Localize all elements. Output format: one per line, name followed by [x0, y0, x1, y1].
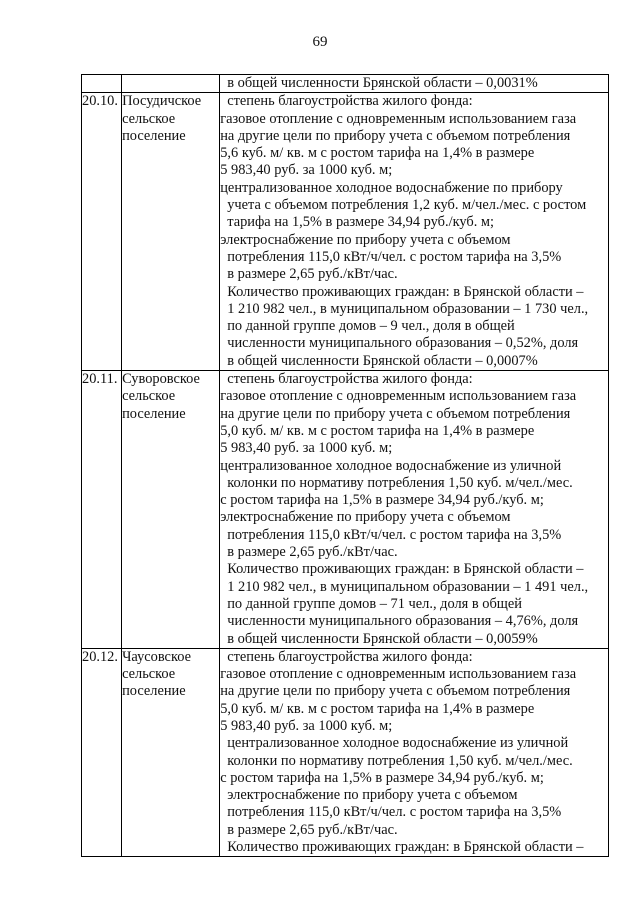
desc-line: с ростом тарифа на 1,5% в размере 34,94 руб./куб. м;	[220, 769, 544, 786]
desc-line: в общей численности Брянской области – 0,0059%	[227, 630, 538, 647]
settlement-name	[122, 371, 220, 649]
desc-line: степень благоустройства жилого фонда:	[227, 93, 473, 110]
desc-line: колонки по нормативу потребления 1,50 куб. м/чел./мес.	[227, 474, 573, 491]
name-line: сельское	[122, 666, 176, 683]
settlement-description	[220, 648, 609, 857]
settlements-table	[81, 74, 609, 857]
desc-line: на другие цели по прибору учета с объемом потребления	[220, 405, 571, 422]
desc-line: 5,6 куб. м/ кв. м с ростом тарифа на 1,4% в размере	[220, 145, 535, 162]
settlement-description	[220, 371, 609, 649]
desc-line: электроснабжение по прибору учета с объемом	[220, 509, 511, 526]
desc-line: учета с объемом потребления 1,2 куб. м/чел./мес. с ростом	[227, 197, 587, 214]
row-number: 20.10.	[82, 93, 122, 371]
desc-line: с ростом тарифа на 1,5% в размере 34,94 руб./куб. м;	[220, 492, 544, 509]
desc-line: 1 210 982 чел., в муниципальном образовании – 1 730 чел.,	[227, 300, 589, 317]
name-line: поселение	[122, 127, 186, 144]
table-row	[82, 93, 609, 371]
desc-line: газовое отопление с одновременным использованием газа	[220, 666, 577, 683]
name-line: Посудичское	[122, 93, 202, 110]
desc-line: электроснабжение по прибору учета с объемом	[220, 231, 511, 248]
desc-line: газовое отопление с одновременным использованием газа	[220, 388, 577, 405]
desc-line: численности муниципального образования – 4,76%, доля	[227, 613, 579, 630]
settlement-name	[122, 648, 220, 857]
desc-line: Количество проживающих граждан: в Брянской области –	[227, 839, 584, 856]
desc-line: в размере 2,65 руб./кВт/час.	[227, 821, 398, 838]
desc-line: степень благоустройства жилого фонда:	[227, 648, 473, 665]
continuation-row	[82, 75, 609, 93]
desc-line: 5,0 куб. м/ кв. м с ростом тарифа на 1,4% в размере	[220, 700, 535, 717]
desc-line: 5 983,40 руб. за 1000 куб. м;	[220, 440, 393, 457]
desc-line: централизованное холодное водоснабжение из уличной	[220, 457, 562, 474]
empty-cell	[82, 75, 122, 93]
desc-line: электроснабжение по прибору учета с объемом	[227, 787, 518, 804]
desc-line: на другие цели по прибору учета с объемом потребления	[220, 683, 571, 700]
desc-line: потребления 115,0 кВт/ч/чел. с ростом тарифа на 3,5%	[227, 804, 562, 821]
empty-cell	[122, 75, 220, 93]
desc-line: по данной группе домов – 9 чел., доля в общей	[227, 318, 515, 335]
desc-line: на другие цели по прибору учета с объемом потребления	[220, 127, 571, 144]
table-row	[82, 648, 609, 857]
desc-line: в общей численности Брянской области – 0,0007%	[227, 352, 538, 369]
desc-line: степень благоустройства жилого фонда:	[227, 371, 473, 388]
desc-line: Количество проживающих граждан: в Брянской области –	[227, 283, 584, 300]
table-row	[82, 371, 609, 649]
desc-line: численности муниципального образования – 0,52%, доля	[227, 335, 579, 352]
row-number: 20.12.	[82, 648, 122, 857]
desc-line: централизованное холодное водоснабжение из уличной	[227, 735, 569, 752]
desc-line: 5 983,40 руб. за 1000 куб. м;	[220, 717, 393, 734]
settlement-name	[122, 93, 220, 371]
desc-line: тарифа на 1,5% в размере 34,94 руб./куб. м;	[227, 214, 495, 231]
name-line: поселение	[122, 405, 186, 422]
name-line: Суворовское	[122, 371, 200, 388]
name-line: сельское	[122, 388, 176, 405]
row-number: 20.11.	[82, 371, 122, 649]
name-line: поселение	[122, 683, 186, 700]
desc-line: 1 210 982 чел., в муниципальном образовании – 1 491 чел.,	[227, 578, 589, 595]
name-line: сельское	[122, 110, 176, 127]
desc-line: колонки по нормативу потребления 1,50 куб. м/чел./мес.	[227, 752, 573, 769]
desc-line: централизованное холодное водоснабжение по прибору	[220, 179, 563, 196]
desc-line: потребления 115,0 кВт/ч/чел. с ростом тарифа на 3,5%	[227, 248, 562, 265]
desc-line: по данной группе домов – 71 чел., доля в общей	[227, 595, 522, 612]
desc-line: в размере 2,65 руб./кВт/час.	[227, 266, 398, 283]
settlement-description	[220, 93, 609, 371]
name-line: Чаусовское	[122, 648, 191, 665]
desc-line: в размере 2,65 руб./кВт/час.	[227, 544, 398, 561]
desc-line: газовое отопление с одновременным использованием газа	[220, 110, 577, 127]
page-number: 69	[312, 34, 328, 50]
desc-line: 5 983,40 руб. за 1000 куб. м;	[220, 162, 393, 179]
desc-line: Количество проживающих граждан: в Брянской области –	[227, 561, 584, 578]
desc-line: 5,0 куб. м/ кв. м с ростом тарифа на 1,4% в размере	[220, 422, 535, 439]
continuation-text: в общей численности Брянской области – 0,0031%	[220, 75, 609, 93]
desc-line: потребления 115,0 кВт/ч/чел. с ростом тарифа на 3,5%	[227, 526, 562, 543]
